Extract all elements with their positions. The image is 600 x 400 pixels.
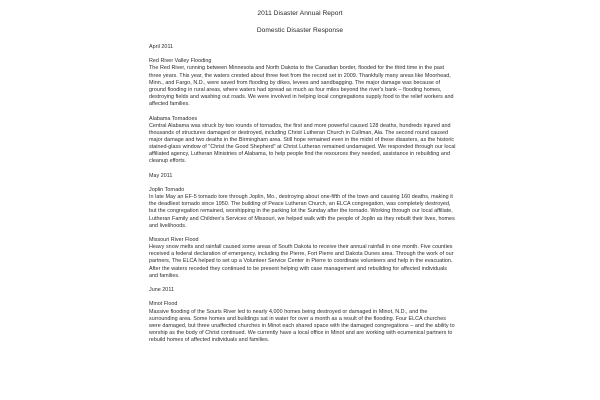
story-heading: Missouri River Flood bbox=[149, 237, 199, 244]
document-header bbox=[0, 0, 600, 34]
story bbox=[149, 301, 457, 344]
story-heading: Joplin Tornado bbox=[149, 187, 185, 193]
story bbox=[149, 187, 457, 230]
story-body: In late May an EF-5 tornado tore through Joplin, Mo., destroying about one-fifth of the town and causing 160 deaths, making it the deadliest tornado since 1950. The building of Peace Lutheran Church, an ELCA congregation, was completely destroyed, but the congregation remained, worshipping in the parking lot the Sunday after the tornado. Working through our local affiliate, Lutheran Family and Children's Services of Missouri, we helped walk with the people of Joplin as they rebuilt their lives, homes and livelihoods. bbox=[149, 194, 455, 229]
story bbox=[149, 58, 457, 108]
month-heading: May 2011 bbox=[149, 172, 173, 179]
section-spacer bbox=[149, 280, 457, 287]
story-spacer bbox=[149, 230, 457, 237]
month-spacer bbox=[149, 294, 457, 301]
story-body: Massive flooding of the Souris River led to nearly 4,000 homes being destroyed or damaged in Minot, N.D., and the surrounding area. Some homes and buildings sat in water for over a month as a result of the flooding. Four ELCA churches were damaged, but three unaffected churches in Minot each shared space with the damaged congregations – and the ability to worship as the body of Christ continued. We currently have a local office in Minot and are working with ecumenical partners to rebuild homes of affected individuals and families. bbox=[149, 308, 455, 344]
story bbox=[149, 116, 457, 166]
section-spacer bbox=[149, 166, 457, 173]
story bbox=[149, 237, 457, 280]
page-title: 2011 Disaster Annual Report bbox=[257, 10, 343, 17]
month-spacer bbox=[149, 180, 457, 187]
document-body bbox=[149, 44, 457, 344]
story-heading: Red River Valley Flooding bbox=[149, 58, 212, 65]
story-spacer bbox=[149, 108, 457, 115]
month-heading: April 2011 bbox=[149, 44, 174, 50]
page-subtitle: Domestic Disaster Response bbox=[256, 26, 344, 34]
story-body: Central Alabama was struck by two rounds of tornados, the first and more powerful caused 128 deaths, hundreds injured and thousands of structures damaged or destroyed, including Christ Lutheran Church in Cullman, Ala. The second round caused major damage and two deaths in the Birmingham area. Still hope remained even in the midst of these disasters, as the historic stained-glass window of "Christ the Good Shepherd" at Christ Lutheran remained undamaged. We responded through our local affiliated agency, Lutheran Ministries of Alabama, to help people find the resources they needed, assistance in rebuilding and cleanup efforts. bbox=[149, 122, 456, 165]
story-body: Heavy snow melts and rainfall caused some areas of South Dakota to receive their annual rainfall in one month. Five counties received a federal declaration of emergency, including the Pierre, Fort Pierre and Dakota Dunes area. Through the work of our partners, The ELCA helped to set up a Volunteer Service Center in Pierre to coordinate volunteers and help in the evacuation. After the waters receded they continued to be present helping with case management and rebuilding for affected individuals and families. bbox=[149, 244, 454, 279]
month-heading: June 2011 bbox=[149, 287, 174, 294]
month-spacer bbox=[149, 51, 457, 58]
story-heading: Alabama Tornadoes bbox=[149, 115, 198, 122]
story-heading: Minot Flood bbox=[149, 301, 178, 308]
story-body: The Red River, running between Minnesota and North Dakota to the Canadian border, flooded for the third time in the past three years. This year, the waters crested about three feet from the record set in 2009. Thankfully many areas like Moorhead, Minn., and Fargo, N.D., were saved from flooding by dikes, levees and sandbagging. The major damage was because of ground flooding in rural areas, where waters had spread as much as four miles beyond the river's bank – flooding homes, destroying fields and washing out roads. We were involved in helping local congregations supply food to the relief workers and affected families. bbox=[149, 65, 454, 108]
